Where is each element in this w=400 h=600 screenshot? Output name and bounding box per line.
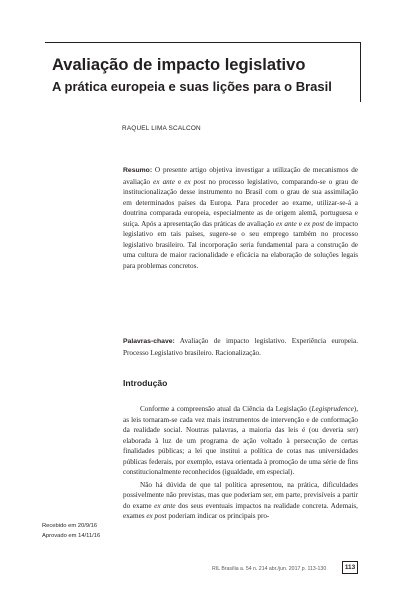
keywords-text: Avaliação de impacto legislativo. Experiência europeia. Processo Legislativo brasileiro. Racionalização. — [123, 337, 358, 357]
author-name: RAQUEL LIMA SCALCON — [122, 125, 201, 132]
abstract-text: e — [296, 219, 304, 228]
article-subtitle: A prática europeia e suas lições para o Brasil — [52, 79, 332, 94]
approved-date: Aprovado em 14/11/16 — [42, 533, 101, 539]
abstract-label: Resumo: — [123, 167, 153, 174]
paragraph-italic: Legisprudence — [311, 405, 354, 413]
abstract-italic: ex ante — [153, 177, 175, 186]
abstract-text: e — [174, 177, 185, 186]
page-number: 113 — [342, 561, 358, 574]
paragraph — [123, 404, 358, 478]
section-heading-introduction: Introdução — [123, 378, 168, 388]
abstract-italic: ex ante — [276, 219, 297, 228]
received-date: Recebido em 20/9/16 — [42, 523, 98, 529]
paragraph-italic: ex post — [146, 512, 167, 521]
article-title: Avaliação de impacto legislativo — [52, 56, 306, 74]
abstract-text: no processo legislativo, comparando-se o grau de institucionalização desse instrumento no Brasil com o grau de sua assimilação em determinados países da Europa. Para proceder ao exame, utilizar-se-á a doutrina comparada europeia, especialmente as de origem alemã, portuguesa e suíça. Após a apresentação das práticas de avaliação — [123, 177, 358, 228]
keywords-label: Palavras-chave: — [123, 338, 175, 345]
abstract-text: O presente artigo objetiva investigar a utilização de mecanismos de avaliação — [123, 166, 358, 186]
paragraph — [123, 480, 358, 522]
abstract-italic: ex post — [303, 219, 325, 228]
introduction-body — [123, 404, 358, 522]
journal-citation: RIL Brasília a. 54 n. 214 abr./jun. 2017 p. 113-130 — [212, 566, 327, 572]
submission-dates — [42, 521, 122, 541]
abstract — [123, 165, 358, 271]
paragraph-text: ), as leis tornaram-se cada vez mais instrumentos de intervenção e de conformação da realidade social. Noutras palavras, a maioria das leis é (ou deveria ser) elaborada à luz de um programa de ação voltado à persecução de certas finalidades públicas; a lei que institui a política de cotas nas universidades públicas federais, por exemplo, estava orientada à promoção de uma série de fins constitucionalmente reconhecidos (igualdade, em especial). — [123, 405, 358, 477]
paragraph-text: Conforme a compreensão atual da Ciência da Legislação ( — [140, 405, 312, 413]
paragraph-text: poderiam indicar os principais pro- — [166, 512, 270, 521]
paragraph-text: dos seus eventuais impactos na realidade concreta. Ademais, exames — [123, 501, 358, 521]
paragraph-text: Não há dúvida de que tal política apresentou, na prática, dificuldades possivelmente não previstas, mas que poderiam ser, em parte, previsíveis a partir do exame — [123, 480, 358, 510]
abstract-text: de impacto legislativo em tais países, sugere-se o seu emprego também no processo legislativo brasileiro. Tal incorporação seria fundamental para a construção de uma cultura de maior racionalidade e eficácia na elaboração de soluções legais para problemas concretos. — [123, 219, 358, 270]
paragraph-italic: ex ante — [154, 501, 176, 510]
keywords — [123, 336, 358, 358]
abstract-italic: ex post — [184, 177, 206, 186]
